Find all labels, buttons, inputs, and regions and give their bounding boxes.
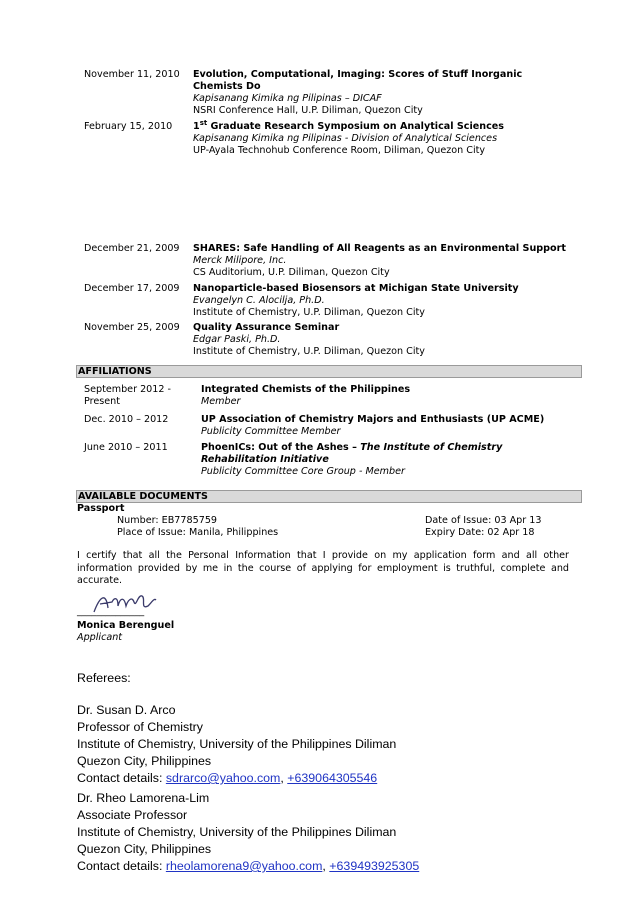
referee-contact: Contact details: sdrarco@yahoo.com, +639064305546	[77, 771, 378, 785]
seminar-date: December 17, 2009	[84, 283, 180, 294]
seminar-date: November 25, 2009	[84, 322, 180, 333]
affiliations-header: AFFILIATIONS	[76, 365, 582, 378]
seminar-organizer: Kapisanang Kimika ng Pilipinas - Division of Analytical Sciences	[193, 133, 498, 144]
affiliation-date: June 2010 – 2011	[84, 442, 168, 453]
seminar-entry	[193, 69, 573, 117]
seminar-venue: Institute of Chemistry, U.P. Diliman, Quezon City	[193, 307, 425, 318]
email-link[interactable]: sdrarco@yahoo.com	[165, 771, 281, 785]
referee-block	[77, 790, 419, 875]
referee-title: Professor of Chemistry	[77, 720, 204, 734]
passport-label: Passport	[77, 503, 125, 514]
affiliation-name: Integrated Chemists of the Philippines	[201, 384, 411, 395]
seminar-date: November 11, 2010	[84, 69, 180, 80]
signature-line: ______________	[77, 606, 145, 617]
referee-institution: Institute of Chemistry, University of the Philippines Diliman	[77, 737, 397, 751]
seminar-entry	[193, 283, 573, 319]
seminar-date: February 15, 2010	[84, 121, 173, 132]
seminar-organizer: Edgar Paski, Ph.D.	[193, 334, 281, 345]
seminar-entry	[193, 118, 573, 157]
seminar-title: SHARES: Safe Handling of All Reagents as an Environmental Support	[193, 243, 566, 254]
seminar-entry	[193, 243, 573, 279]
affiliation-role: Publicity Committee Member	[201, 426, 341, 437]
seminar-title: 1st Graduate Research Symposium on Analytical Sciences	[193, 118, 505, 132]
affiliation-date: Dec. 2010 – 2012	[84, 414, 169, 425]
certification-statement: I certify that all the Personal Information that I provide on my application form and all other information provided by me in the course of applying for employment is truthful, complete and accurate.	[77, 550, 569, 586]
seminar-title: Evolution, Computational, Imaging: Scores of Stuff Inorganic Chemists Do	[193, 69, 523, 92]
seminar-venue: UP-Ayala Technohub Conference Room, Diliman, Quezon City	[193, 145, 486, 156]
seminar-venue: CS Auditorium, U.P. Diliman, Quezon City	[193, 267, 390, 278]
phone-link[interactable]: +639493925305	[329, 859, 420, 873]
seminar-title: Nanoparticle-based Biosensors at Michigan State University	[193, 283, 519, 294]
passport-number: Number: EB7785759	[117, 515, 218, 526]
phone-link[interactable]: +639064305546	[287, 771, 378, 785]
referee-title: Associate Professor	[77, 808, 188, 822]
affiliation-date: September 2012 - Present	[84, 384, 172, 407]
referee-institution: Institute of Chemistry, University of the Philippines Diliman	[77, 825, 397, 839]
affiliation-name: PhoenICs: Out of the Ashes – The Institute of Chemistry Rehabilitation Initiative	[201, 442, 503, 465]
affiliation-entry	[201, 442, 521, 478]
seminar-venue: Institute of Chemistry, U.P. Diliman, Quezon City	[193, 346, 425, 357]
passport-issue-date: Date of Issue: 03 Apr 13	[425, 515, 542, 526]
seminar-date: December 21, 2009	[84, 243, 180, 254]
seminar-organizer: Kapisanang Kimika ng Pilipinas – DICAF	[193, 93, 382, 104]
affiliation-entry	[201, 384, 576, 408]
referee-name: Dr. Rheo Lamorena-Lim	[77, 791, 210, 805]
seminar-venue: NSRI Conference Hall, U.P. Diliman, Quezon City	[193, 105, 423, 116]
seminar-organizer: Merck Milipore, Inc.	[193, 255, 287, 266]
passport-expiry: Expiry Date: 02 Apr 18	[425, 527, 535, 538]
passport-place: Place of Issue: Manila, Philippines	[117, 527, 279, 538]
email-link[interactable]: rheolamorena9@yahoo.com	[165, 859, 323, 873]
referee-block	[77, 702, 396, 787]
seminar-entry	[193, 322, 573, 358]
seminar-title: Quality Assurance Seminar	[193, 322, 340, 333]
referee-name: Dr. Susan D. Arco	[77, 703, 176, 717]
applicant-role: Applicant	[77, 632, 123, 643]
affiliation-name: UP Association of Chemistry Majors and Enthusiasts (UP ACME)	[201, 414, 545, 425]
documents-header: AVAILABLE DOCUMENTS	[76, 490, 582, 503]
affiliation-entry	[201, 414, 576, 438]
referee-city: Quezon City, Philippines	[77, 754, 212, 768]
seminar-organizer: Evangelyn C. Alocilja, Ph.D.	[193, 295, 325, 306]
applicant-name: Monica Berenguel	[77, 620, 175, 631]
referees-heading: Referees:	[77, 671, 131, 685]
referee-city: Quezon City, Philippines	[77, 842, 212, 856]
affiliation-role: Member	[201, 396, 241, 407]
affiliation-role: Publicity Committee Core Group - Member	[201, 466, 405, 477]
referee-contact: Contact details: rheolamorena9@yahoo.com, +639493925305	[77, 859, 420, 873]
